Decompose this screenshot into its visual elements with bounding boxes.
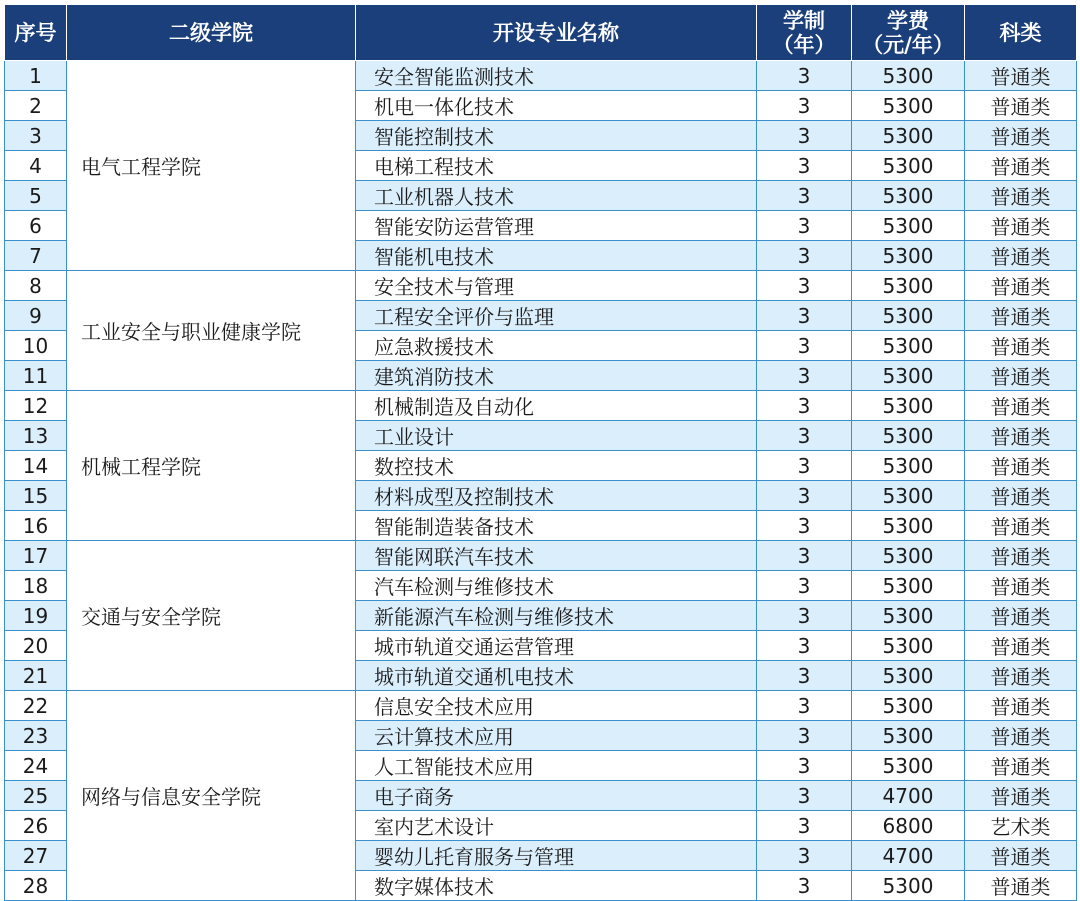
table-row: [5, 541, 1077, 571]
row-category: 普通类: [965, 601, 1077, 631]
row-major: 数控技术: [356, 451, 757, 481]
row-fee: 5300: [852, 271, 965, 301]
row-category: 普通类: [965, 511, 1077, 541]
row-years: 3: [757, 871, 852, 901]
row-years: 3: [757, 811, 852, 841]
row-fee: 5300: [852, 181, 965, 211]
row-major: 工业机器人技术: [356, 181, 757, 211]
row-seq: 16: [5, 511, 67, 541]
table-row: [5, 391, 1077, 421]
row-category: 普通类: [965, 481, 1077, 511]
header-college: 二级学院: [67, 5, 356, 61]
header-fee: [852, 5, 965, 61]
row-seq: 14: [5, 451, 67, 481]
row-category: 普通类: [965, 91, 1077, 121]
row-fee: 5300: [852, 661, 965, 691]
row-category: 普通类: [965, 751, 1077, 781]
row-years: 3: [757, 511, 852, 541]
row-years: 3: [757, 661, 852, 691]
row-category: 普通类: [965, 301, 1077, 331]
header-major: 开设专业名称: [356, 5, 757, 61]
row-major: 城市轨道交通机电技术: [356, 661, 757, 691]
row-seq: 20: [5, 631, 67, 661]
row-major: 机械制造及自动化: [356, 391, 757, 421]
header-fee-line1: 学费: [887, 8, 929, 33]
row-fee: 5300: [852, 871, 965, 901]
table-row: [5, 271, 1077, 301]
row-category: 普通类: [965, 121, 1077, 151]
row-fee: 5300: [852, 301, 965, 331]
row-seq: 10: [5, 331, 67, 361]
row-seq: 3: [5, 121, 67, 151]
row-fee: 6800: [852, 811, 965, 841]
row-fee: 5300: [852, 511, 965, 541]
row-fee: 5300: [852, 151, 965, 181]
row-years: 3: [757, 631, 852, 661]
college-cell: 网络与信息安全学院: [67, 691, 356, 901]
majors-table: [4, 4, 1077, 901]
row-fee: 5300: [852, 121, 965, 151]
row-major: 城市轨道交通运营管理: [356, 631, 757, 661]
row-category: 普通类: [965, 781, 1077, 811]
row-years: 3: [757, 421, 852, 451]
row-category: 普通类: [965, 871, 1077, 901]
row-years: 3: [757, 121, 852, 151]
row-fee: 5300: [852, 631, 965, 661]
header-fee-line2: （元/年）: [862, 32, 954, 57]
college-cell: 交通与安全学院: [67, 541, 356, 691]
college-cell: 机械工程学院: [67, 391, 356, 541]
row-seq: 2: [5, 91, 67, 121]
row-category: 普通类: [965, 691, 1077, 721]
row-fee: 5300: [852, 241, 965, 271]
row-category: 普通类: [965, 841, 1077, 871]
row-fee: 4700: [852, 781, 965, 811]
row-years: 3: [757, 181, 852, 211]
row-fee: 5300: [852, 601, 965, 631]
row-category: 普通类: [965, 271, 1077, 301]
row-category: 普通类: [965, 151, 1077, 181]
row-major: 应急救援技术: [356, 331, 757, 361]
row-years: 3: [757, 331, 852, 361]
row-fee: 5300: [852, 451, 965, 481]
row-major: 婴幼儿托育服务与管理: [356, 841, 757, 871]
row-major: 电子商务: [356, 781, 757, 811]
table-row: [5, 691, 1077, 721]
row-seq: 24: [5, 751, 67, 781]
row-category: 普通类: [965, 571, 1077, 601]
row-seq: 4: [5, 151, 67, 181]
row-years: 3: [757, 781, 852, 811]
row-fee: 5300: [852, 391, 965, 421]
row-major: 智能控制技术: [356, 121, 757, 151]
row-major: 安全智能监测技术: [356, 61, 757, 91]
row-years: 3: [757, 91, 852, 121]
row-category: 普通类: [965, 661, 1077, 691]
row-seq: 15: [5, 481, 67, 511]
row-fee: 5300: [852, 331, 965, 361]
majors-table-container: [4, 4, 1076, 899]
row-seq: 11: [5, 361, 67, 391]
row-seq: 25: [5, 781, 67, 811]
row-fee: 5300: [852, 361, 965, 391]
row-category: 普通类: [965, 241, 1077, 271]
row-major: 信息安全技术应用: [356, 691, 757, 721]
row-fee: 5300: [852, 571, 965, 601]
row-years: 3: [757, 151, 852, 181]
table-row: [5, 61, 1077, 91]
table-body: [5, 61, 1077, 901]
row-fee: 5300: [852, 691, 965, 721]
row-major: 建筑消防技术: [356, 361, 757, 391]
college-cell: 工业安全与职业健康学院: [67, 271, 356, 391]
row-seq: 9: [5, 301, 67, 331]
row-years: 3: [757, 61, 852, 91]
row-category: 普通类: [965, 181, 1077, 211]
row-seq: 26: [5, 811, 67, 841]
row-seq: 7: [5, 241, 67, 271]
row-seq: 22: [5, 691, 67, 721]
header-years-line2: （年）: [772, 32, 836, 57]
row-category: 普通类: [965, 391, 1077, 421]
row-fee: 5300: [852, 421, 965, 451]
row-seq: 23: [5, 721, 67, 751]
row-category: 普通类: [965, 721, 1077, 751]
row-major: 工业设计: [356, 421, 757, 451]
header-years-line1: 学制: [783, 8, 825, 33]
row-major: 工程安全评价与监理: [356, 301, 757, 331]
row-years: 3: [757, 571, 852, 601]
row-category: 普通类: [965, 541, 1077, 571]
row-seq: 19: [5, 601, 67, 631]
row-major: 材料成型及控制技术: [356, 481, 757, 511]
row-seq: 21: [5, 661, 67, 691]
row-fee: 5300: [852, 541, 965, 571]
row-years: 3: [757, 541, 852, 571]
row-seq: 17: [5, 541, 67, 571]
header-seq: 序号: [5, 5, 67, 61]
row-fee: 5300: [852, 481, 965, 511]
row-fee: 4700: [852, 841, 965, 871]
row-seq: 18: [5, 571, 67, 601]
row-category: 普通类: [965, 421, 1077, 451]
row-years: 3: [757, 451, 852, 481]
row-category: 普通类: [965, 631, 1077, 661]
row-fee: 5300: [852, 91, 965, 121]
row-category: 普通类: [965, 61, 1077, 91]
row-category: 普通类: [965, 451, 1077, 481]
row-category: 艺术类: [965, 811, 1077, 841]
row-years: 3: [757, 721, 852, 751]
row-seq: 28: [5, 871, 67, 901]
row-fee: 5300: [852, 61, 965, 91]
row-fee: 5300: [852, 721, 965, 751]
row-major: 智能机电技术: [356, 241, 757, 271]
row-category: 普通类: [965, 331, 1077, 361]
row-major: 智能安防运营管理: [356, 211, 757, 241]
header-years: [757, 5, 852, 61]
row-years: 3: [757, 841, 852, 871]
row-years: 3: [757, 691, 852, 721]
row-major: 云计算技术应用: [356, 721, 757, 751]
row-years: 3: [757, 601, 852, 631]
header-row: [5, 5, 1077, 61]
row-major: 新能源汽车检测与维修技术: [356, 601, 757, 631]
row-years: 3: [757, 481, 852, 511]
row-fee: 5300: [852, 211, 965, 241]
row-major: 人工智能技术应用: [356, 751, 757, 781]
row-seq: 5: [5, 181, 67, 211]
row-fee: 5300: [852, 751, 965, 781]
row-major: 汽车检测与维修技术: [356, 571, 757, 601]
row-major: 智能网联汽车技术: [356, 541, 757, 571]
row-years: 3: [757, 211, 852, 241]
row-years: 3: [757, 241, 852, 271]
row-major: 机电一体化技术: [356, 91, 757, 121]
header-category: 科类: [965, 5, 1077, 61]
college-cell: 电气工程学院: [67, 61, 356, 271]
row-years: 3: [757, 271, 852, 301]
row-seq: 6: [5, 211, 67, 241]
row-years: 3: [757, 361, 852, 391]
row-major: 室内艺术设计: [356, 811, 757, 841]
row-major: 电梯工程技术: [356, 151, 757, 181]
row-category: 普通类: [965, 211, 1077, 241]
row-seq: 8: [5, 271, 67, 301]
row-category: 普通类: [965, 361, 1077, 391]
row-seq: 27: [5, 841, 67, 871]
row-seq: 13: [5, 421, 67, 451]
row-seq: 12: [5, 391, 67, 421]
row-seq: 1: [5, 61, 67, 91]
row-years: 3: [757, 751, 852, 781]
row-years: 3: [757, 301, 852, 331]
row-major: 数字媒体技术: [356, 871, 757, 901]
row-major: 安全技术与管理: [356, 271, 757, 301]
row-years: 3: [757, 391, 852, 421]
row-major: 智能制造装备技术: [356, 511, 757, 541]
